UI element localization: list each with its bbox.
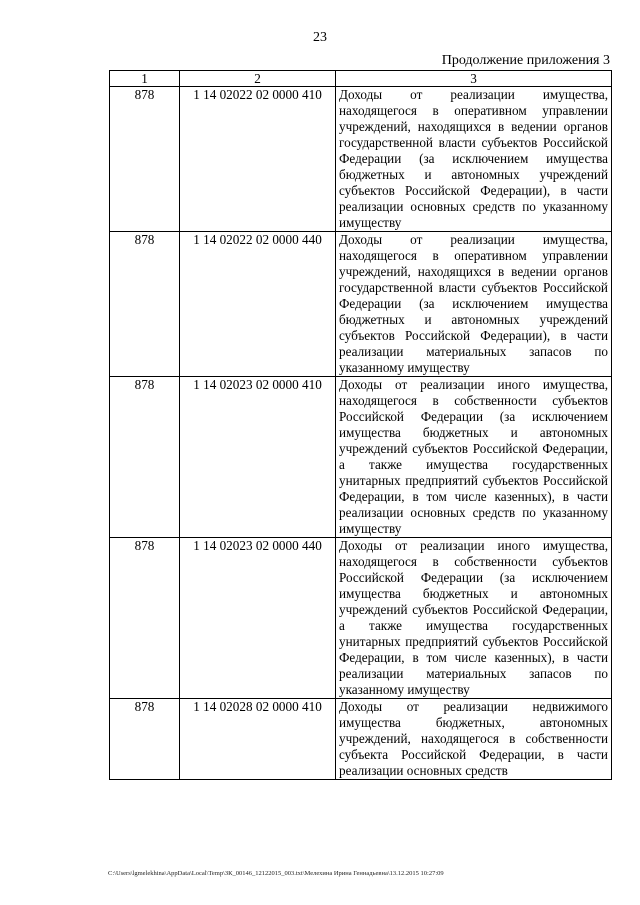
- table-header-row: [110, 71, 612, 87]
- revenue-description-cell: Доходы от реализации имущества, находящегося в оперативном управлении учреждений, находящихся в ведении органов государственной власти субъектов Российской Федерации (за исключением имущества бюджетных и автономных учреждений субъектов Российской Федерации), в части реализации материальных запасов по указанному имуществу: [336, 232, 612, 377]
- revenue-code-cell: 1 14 02023 02 0000 410: [180, 377, 336, 538]
- administrator-code-cell: 878: [110, 699, 180, 780]
- administrator-code-cell: 878: [110, 232, 180, 377]
- table-row: [110, 699, 612, 780]
- administrator-code-cell: 878: [110, 538, 180, 699]
- table-row: [110, 538, 612, 699]
- revenue-description-cell: Доходы от реализации имущества, находящегося в оперативном управлении учреждений, находящихся в ведении органов государственной власти субъектов Российской Федерации (за исключением имущества бюджетных и автономных учреждений субъектов Российской Федерации), в части реализации основных средств по указанному имуществу: [336, 87, 612, 232]
- appendix-continuation-heading: Продолжение приложения 3: [441, 53, 610, 68]
- revenue-code-cell: 1 14 02022 02 0000 410: [180, 87, 336, 232]
- table-row: [110, 232, 612, 377]
- revenue-description-cell: Доходы от реализации иного имущества, находящегося в собственности субъектов Российской Федерации (за исключением имущества бюджетных и автономных учреждений субъектов Российской Федерации, а также имущества государственных унитарных предприятий субъектов Российской Федерации, в том числе казенных), в части реализации материальных запасов по указанному имуществу: [336, 538, 612, 699]
- table-row: [110, 87, 612, 232]
- column-header-2: 2: [180, 71, 336, 87]
- page-number: 23: [313, 30, 327, 45]
- column-header-1: 1: [110, 71, 180, 87]
- revenue-description-cell: Доходы от реализации недвижимого имущества бюджетных, автономных учреждений, находящегося в собственности субъекта Российской Федерации, в части реализации основных средств: [336, 699, 612, 780]
- administrator-code-cell: 878: [110, 377, 180, 538]
- revenue-code-cell: 1 14 02028 02 0000 410: [180, 699, 336, 780]
- table-row: [110, 377, 612, 538]
- revenue-code-cell: 1 14 02023 02 0000 440: [180, 538, 336, 699]
- column-header-3: 3: [336, 71, 612, 87]
- administrator-code-cell: 878: [110, 87, 180, 232]
- revenue-codes-table: [109, 70, 612, 780]
- revenue-description-cell: Доходы от реализации иного имущества, находящегося в собственности субъектов Российской Федерации (за исключением имущества бюджетных и автономных учреждений субъектов Российской Федерации, а также имущества государственных унитарных предприятий субъектов Российской Федерации, в том числе казенных), в части реализации основных средств по указанному имуществу: [336, 377, 612, 538]
- footer-file-path: C:\Users\lgmelekhina\AppData\Local\Temp\ЗК_00146_12122015_003.txt\Мелехина Ирина Геннадьевна\13.12.2015 10:27:09: [108, 870, 444, 877]
- revenue-code-cell: 1 14 02022 02 0000 440: [180, 232, 336, 377]
